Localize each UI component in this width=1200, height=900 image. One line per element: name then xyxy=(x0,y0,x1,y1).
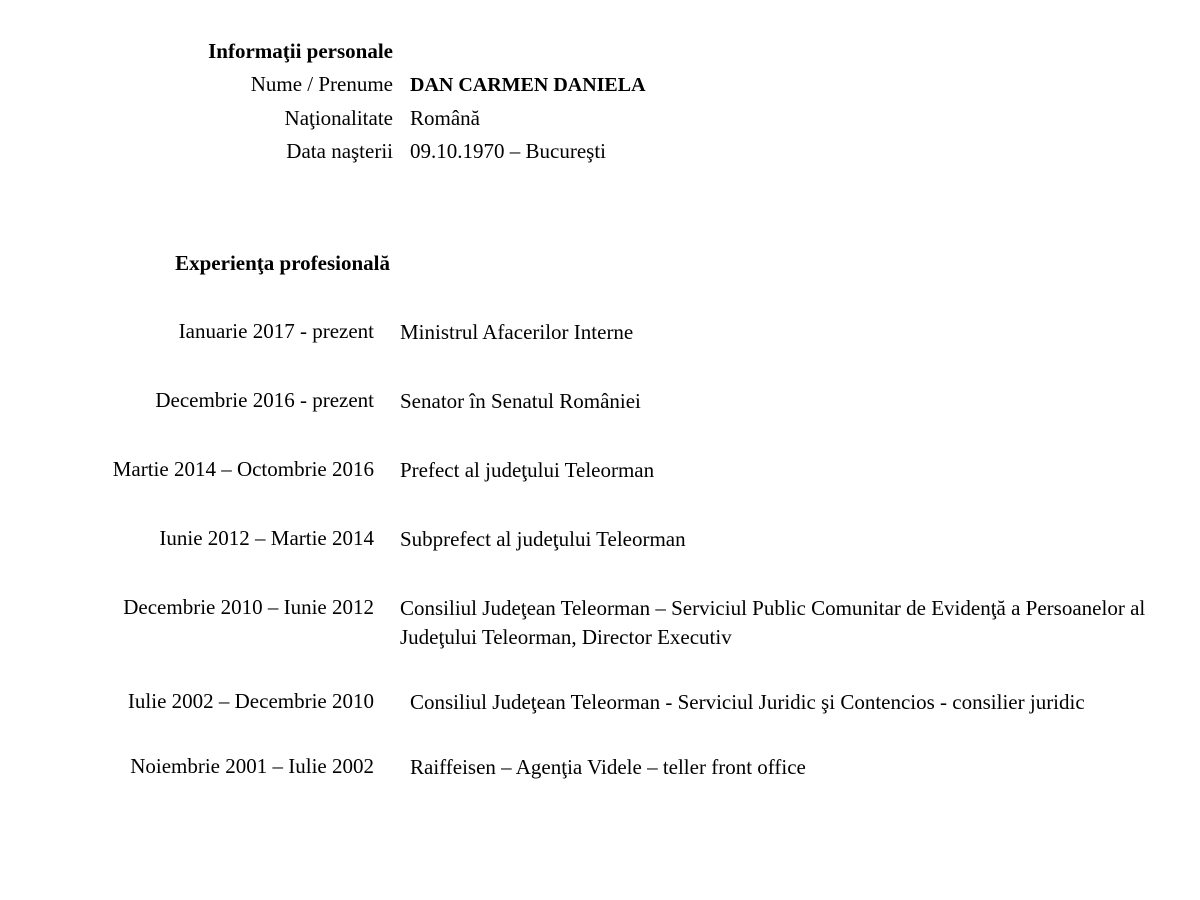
experience-item xyxy=(0,387,1200,416)
personal-row-name xyxy=(0,71,1200,98)
experience-description: Consiliul Judeţean Teleorman - Serviciul Juridic şi Contencios - consilier juridic xyxy=(410,690,1085,714)
personal-label-birthdate: Data naşterii xyxy=(286,139,393,163)
experience-item xyxy=(0,688,1200,717)
experience-description: Ministrul Afacerilor Interne xyxy=(400,320,634,344)
personal-value-nationality: Română xyxy=(410,106,480,130)
personal-row-nationality xyxy=(0,105,1200,131)
personal-information-section xyxy=(0,38,1200,164)
experience-item xyxy=(0,594,1200,652)
experience-period: Ianuarie 2017 - prezent xyxy=(178,319,374,343)
personal-value-birthdate: 09.10.1970 – Bucureşti xyxy=(410,139,606,163)
experience-item xyxy=(0,318,1200,347)
experience-period: Noiembrie 2001 – Iulie 2002 xyxy=(130,754,374,778)
experience-description: Consiliul Judeţean Teleorman – Serviciul Public Comunitar de Evidenţă a Persoanelor al Judeţului Teleorman, Director Executiv xyxy=(400,596,1146,649)
personal-value-name: DAN CARMEN DANIELA xyxy=(410,74,646,96)
experience-period: Decembrie 2010 – Iunie 2012 xyxy=(123,595,374,619)
experience-period: Decembrie 2016 - prezent xyxy=(155,388,374,412)
experience-list xyxy=(0,318,1200,782)
experience-description: Raiffeisen – Agenţia Videle – teller front office xyxy=(410,755,806,779)
personal-row-birthdate xyxy=(0,138,1200,164)
experience-item xyxy=(0,753,1200,782)
experience-item xyxy=(0,525,1200,554)
experience-period: Martie 2014 – Octombrie 2016 xyxy=(112,457,374,481)
experience-description: Senator în Senatul României xyxy=(400,389,641,413)
personal-label-name: Nume / Prenume xyxy=(250,72,393,96)
professional-experience-section xyxy=(0,250,1200,822)
experience-item xyxy=(0,456,1200,485)
experience-period: Iulie 2002 – Decembrie 2010 xyxy=(127,689,374,713)
personal-label-nationality: Naţionalitate xyxy=(284,106,393,130)
experience-description: Subprefect al judeţului Teleorman xyxy=(400,527,686,551)
experience-description: Prefect al judeţului Teleorman xyxy=(400,458,655,482)
experience-period: Iunie 2012 – Martie 2014 xyxy=(159,526,374,550)
personal-information-heading: Informaţii personale xyxy=(208,39,393,63)
professional-experience-heading: Experienţa profesională xyxy=(175,251,390,275)
